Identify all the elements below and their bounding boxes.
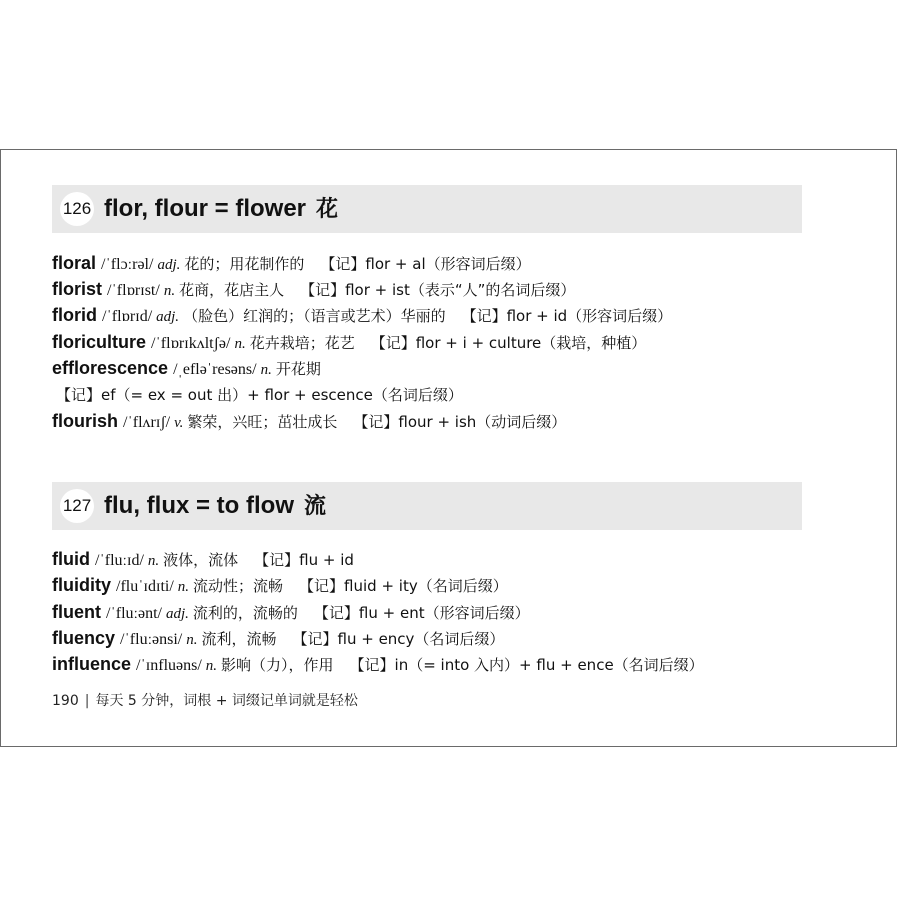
entry-phonetic: /ˈɪnfluəns/ [136,657,202,674]
entry-definition: 流动性；流畅 [193,577,284,595]
section-header-127 [52,482,802,530]
entry-pos: n. [147,553,160,569]
entry-word: efflorescence [52,358,169,378]
entry-definition: 花商，花店主人 [179,281,285,299]
entry-memo: 【记】fluid + ity（名词后缀） [299,577,508,595]
section-title [104,490,326,523]
entry-memo: 【记】flor + al（形容词后缀） [320,255,531,273]
entry-floral [52,251,531,277]
entry-phonetic: /ˈflʌrɪʃ/ [123,414,171,431]
entry-influence [52,652,704,678]
entry-phonetic: /ˈfluːənsi/ [120,631,183,648]
entry-memo: 【记】flor + id（形容词后缀） [461,307,673,325]
entry-pos: adj. [156,309,180,325]
entry-definition: 开花期 [275,360,321,378]
entry-phonetic: /ˈfluːənt/ [106,605,162,622]
entry-flourish [52,409,566,435]
entry-word: floriculture [52,332,147,352]
entry-word: florist [52,279,103,299]
entry-word: fluency [52,628,116,648]
entry-word: influence [52,654,132,674]
entry-pos: n. [260,362,272,378]
entry-memo: 【记】flour + ish（动词后缀） [353,413,567,431]
section-title-zh: 流 [303,494,326,519]
entry-word: fluidity [52,575,111,595]
entry-phonetic: /ˈfluːɪd/ [95,552,144,569]
entry-fluidity [52,573,508,599]
entry-word: floral [52,253,97,273]
entry-memo: 【记】flu + ent（形容词后缀） [313,604,530,622]
entry-word: florid [52,305,97,325]
page-footer [52,690,358,712]
entry-memo: 【记】ef（= ex = out 出）+ flor + escence（名词后缀） [56,386,463,404]
entry-phonetic: /ˌefləˈresəns/ [173,361,257,378]
section-number: 127 [60,489,94,523]
entry-phonetic: /ˈflɒrɪkʌltʃə/ [151,335,231,352]
entry-pos: v. [174,415,184,431]
entry-fluid [52,547,354,573]
entry-definition: 繁荣，兴旺；茁壮成长 [187,413,338,431]
section-title-zh: 花 [316,197,339,222]
entry-definition: 影响（力），作用 [221,656,334,674]
entry-phonetic: /fluˈɪdɪti/ [116,578,174,595]
entry-pos: adj. [157,257,181,273]
entry-definition: 流利，流畅 [201,630,277,648]
entry-definition: 液体，流体 [163,551,239,569]
section-header-126 [52,185,802,233]
entry-florist [52,277,575,303]
entry-definition: 花的；用花制作的 [184,255,305,273]
entry-definition: 花卉栽培；花艺 [249,334,355,352]
entry-pos: n. [186,632,198,648]
entry-fluency [52,626,504,652]
entry-word: fluent [52,602,101,622]
footer-separator: | [84,693,90,709]
entry-pos: n. [163,283,176,299]
entry-word: fluid [52,549,90,569]
entry-pos: adj. [165,606,189,622]
entry-efflorescence-memo [56,383,463,407]
section-title-en: flor, flour = flower [104,195,307,222]
section-title [104,193,338,226]
entry-pos: n. [177,579,190,595]
entry-fluent [52,600,530,626]
entry-phonetic: /ˈflɔːrəl/ [101,256,154,273]
entry-memo: 【记】flu + id [254,551,354,569]
entry-floriculture [52,330,646,356]
section-title-en: flu, flux = to flow [104,492,294,519]
entry-efflorescence [52,356,321,382]
entry-memo: 【记】in（= into 入内）+ flu + ence（名词后缀） [349,656,704,674]
entry-memo: 【记】flor + i + culture（栽培，种植） [370,334,647,352]
entry-definition: （脸色）红润的；（语言或艺术）华丽的 [183,307,446,325]
page-number: 190 [52,693,79,709]
entry-memo: 【记】flu + ency（名词后缀） [292,630,505,648]
book-title: 每天 5 分钟，词根 + 词缀记单词就是轻松 [95,693,358,709]
entry-memo: 【记】flor + ist（表示“人”的名词后缀） [300,281,576,299]
entry-pos: n. [234,336,246,352]
entry-phonetic: /ˈflɒrɪst/ [107,282,160,299]
entry-definition: 流利的，流畅的 [192,604,298,622]
entry-word: flourish [52,411,118,431]
entry-pos: n. [205,658,218,674]
entry-florid [52,303,672,329]
section-number: 126 [60,192,94,226]
entry-phonetic: /ˈflɒrɪd/ [102,308,153,325]
